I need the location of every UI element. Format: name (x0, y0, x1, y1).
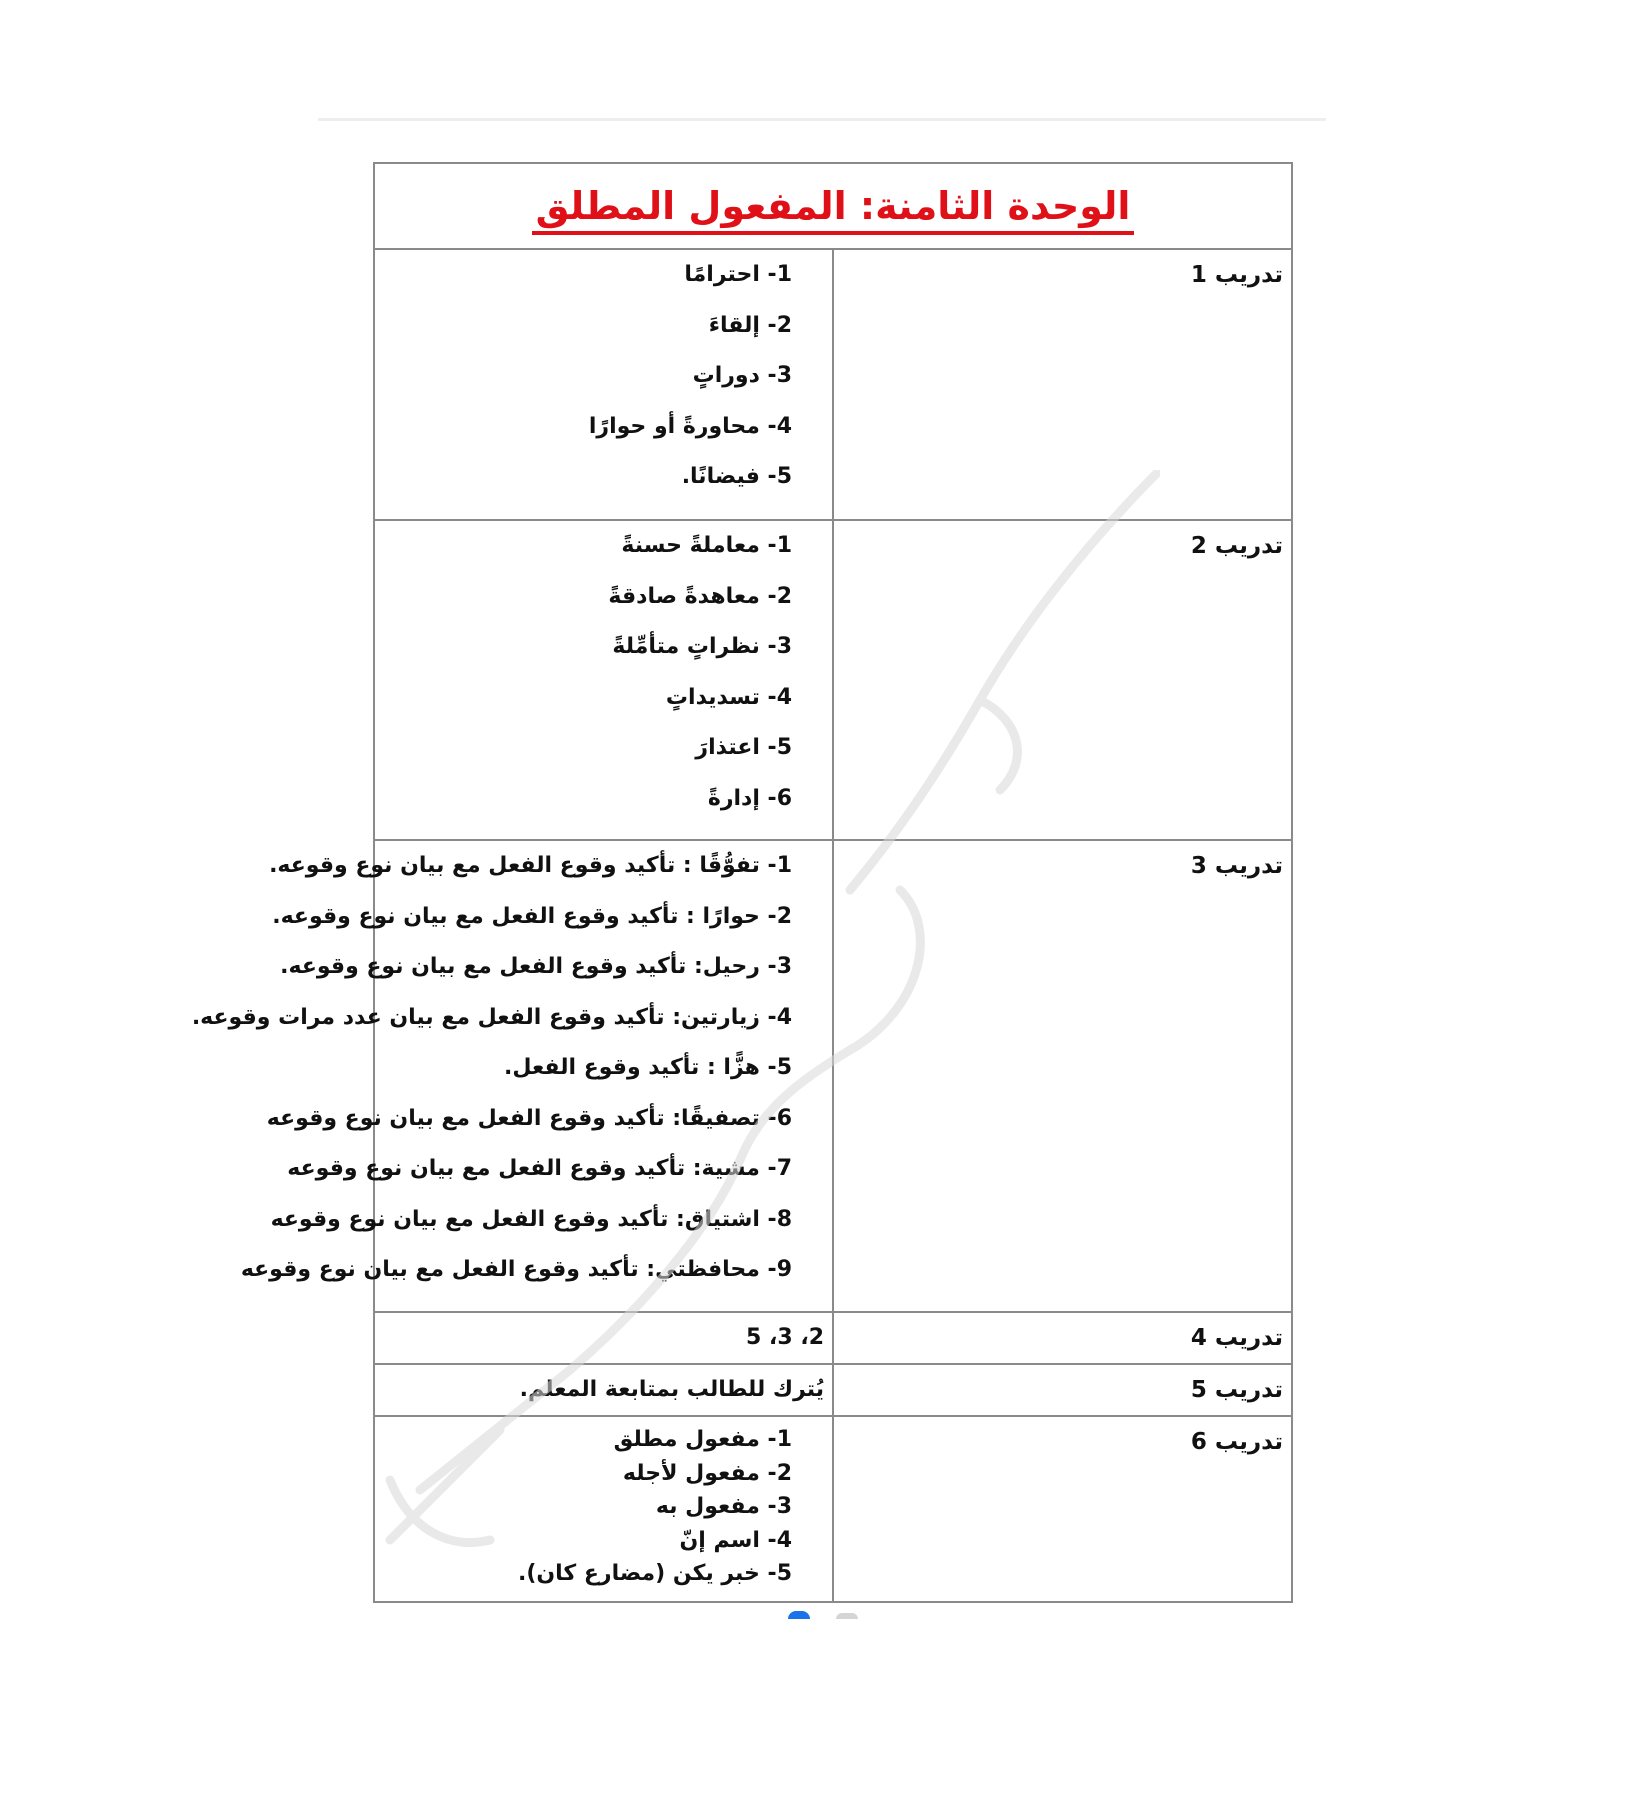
answer-item: 6- تصفيقًا: تأكيد وقوع الفعل مع بيان نوع وقوعه (266, 1105, 792, 1131)
answer-item: 4- تسديداتٍ (665, 684, 792, 710)
answer-list (191, 841, 832, 1304)
exercise-row-6 (374, 1416, 1292, 1602)
exercise-answers-cell (374, 1416, 833, 1602)
answer-item: 1- احترامًا (684, 262, 792, 287)
exercise-answers-cell (374, 1364, 833, 1416)
answer-item: 2- مفعول لأجله (622, 1460, 792, 1486)
answer-item: 9- محافظتي: تأكيد وقوع الفعل مع بيان نوع وقوعه (240, 1257, 792, 1282)
answer-item: 2- حوارًا : تأكيد وقوع الفعل مع بيان نوع وقوعه. (272, 903, 792, 929)
exercise-row-2 (374, 520, 1292, 840)
answer-item: 5- هزًّا : تأكيد وقوع الفعل. (504, 1055, 792, 1080)
document-title: الوحدة الثامنة: المفعول المطلق (532, 183, 1135, 235)
answer-item: 5- فيضانًا. (681, 464, 792, 489)
exercise-label-cell (833, 1416, 1292, 1602)
exercise-label-cell (833, 1364, 1292, 1416)
exercise-row-1 (374, 249, 1292, 520)
exercise-label: تدريب 6 (1190, 1429, 1283, 1455)
exercise-answers-cell (191, 840, 833, 1312)
answer-item: 3- نظراتٍ متأمِّلةً (612, 634, 792, 659)
answer-item: 1- مفعول مطلق (613, 1427, 792, 1452)
answer-item: 4- اسم إنّ (679, 1527, 792, 1553)
answer-text: 2، 3، 5 (746, 1325, 824, 1350)
answer-list (375, 1417, 832, 1591)
exercise-label-cell (833, 520, 1292, 840)
answer-item: 3- مفعول به (655, 1494, 792, 1519)
exercise-label-cell (833, 1312, 1292, 1364)
exercise-label: تدريب 5 (1190, 1377, 1283, 1403)
answer-list (375, 250, 832, 511)
exercise-label: تدريب 4 (1190, 1325, 1283, 1351)
exercise-label: تدريب 2 (1190, 533, 1283, 559)
page-indicator (788, 1611, 872, 1619)
exercise-answers-cell (374, 520, 833, 840)
page-dot-active[interactable] (788, 1611, 810, 1619)
answer-item: 8- اشتياق: تأكيد وقوع الفعل مع بيان نوع وقوعه (270, 1206, 792, 1232)
answer-list (375, 521, 832, 832)
exercise-row-4 (374, 1312, 1292, 1364)
answer-item: 1- تفوُّقًا : تأكيد وقوع الفعل مع بيان نوع وقوعه. (269, 853, 792, 878)
exercise-row-5 (374, 1364, 1292, 1416)
exercise-label: تدريب 1 (1190, 262, 1283, 288)
answer-item: 2- إلقاءَ (708, 312, 792, 338)
page-dot[interactable] (836, 1613, 858, 1619)
top-divider (318, 118, 1326, 121)
answer-text: يُترك للطالب بمتابعة المعلم. (519, 1377, 824, 1402)
answer-item: 4- محاورةً أو حوارًا (588, 413, 792, 439)
exercise-answers-cell (374, 1312, 833, 1364)
answer-item: 5- اعتذارَ (695, 735, 792, 760)
answer-item: 1- معاملةً حسنةً (621, 533, 792, 558)
exercise-label-cell (833, 840, 1292, 1312)
answer-item: 4- زيارتين: تأكيد وقوع الفعل مع بيان عدد مرات وقوعه. (191, 1004, 792, 1030)
exercise-answers-cell (374, 249, 833, 520)
answer-item: 3- دوراتٍ (692, 363, 792, 388)
exercise-label-cell (833, 249, 1292, 520)
answer-item: 6- إدارةً (707, 785, 792, 811)
answer-item: 7- مشية: تأكيد وقوع الفعل مع بيان نوع وقوعه (287, 1156, 792, 1181)
answer-key-table (191, 162, 1293, 1603)
exercise-row-3 (374, 840, 1292, 1312)
title-row (374, 163, 1292, 249)
answer-item: 2- معاهدةً صادقةً (608, 583, 792, 609)
exercise-label: تدريب 3 (1190, 853, 1283, 879)
answer-item: 3- رحيل: تأكيد وقوع الفعل مع بيان نوع وقوعه. (280, 954, 792, 979)
title-cell (374, 163, 1292, 249)
answer-item: 5- خبر يكن (مضارع كان). (517, 1561, 792, 1586)
